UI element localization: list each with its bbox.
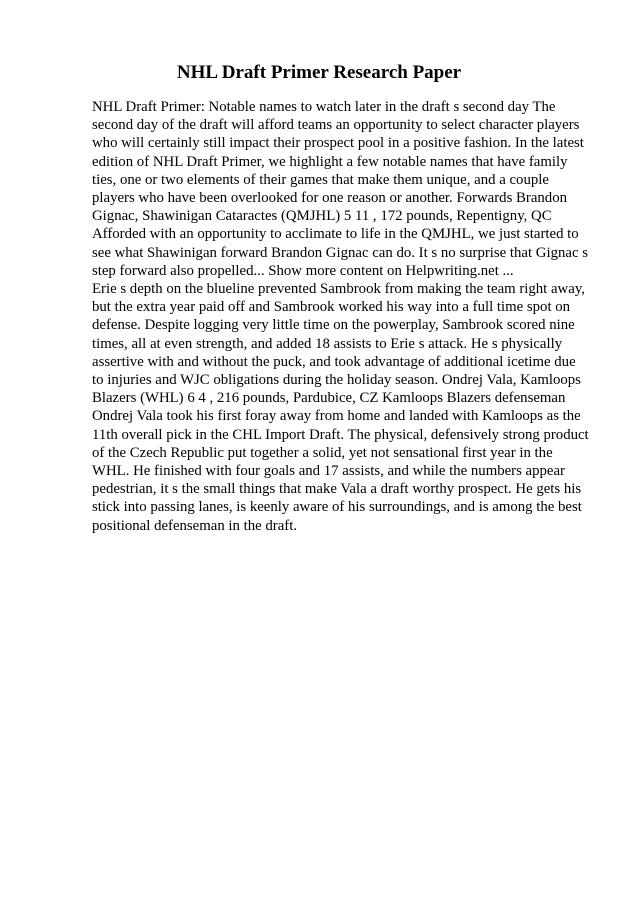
body-line: step forward also propelled... Show more content on Helpwriting.net ... (92, 262, 514, 279)
body-line: Afforded with an opportunity to acclimate to life in the QMJHL, we just started to (92, 226, 579, 243)
body-line: who will certainly still impact their prospect pool in a positive fashion. In the latest (92, 135, 584, 152)
body-line: WHL. He finished with four goals and 17 assists, and while the numbers appear (92, 463, 565, 480)
body-line: stick into passing lanes, is keenly aware of his surroundings, and is among the best (92, 499, 582, 516)
body-line: assertive with and without the puck, and took advantage of additional icetime due (92, 353, 576, 370)
body-line: Erie s depth on the blueline prevented Sambrook from making the team right away, (92, 281, 585, 298)
body-line: to injuries and WJC obligations during the holiday season. Ondrej Vala, Kamloops (92, 372, 581, 389)
body-line: Gignac, Shawinigan Cataractes (QMJHL) 5 11 , 172 pounds, Repentigny, QC (92, 208, 552, 225)
body-line: defense. Despite logging very little time on the powerplay, Sambrook scored nine (92, 317, 575, 334)
body-line: pedestrian, it s the small things that make Vala a draft worthy prospect. He gets his (92, 481, 582, 498)
document-body (92, 98, 612, 535)
document-title: NHL Draft Primer Research Paper (176, 62, 462, 83)
body-line: players who have been overlooked for one reason or another. Forwards Brandon (92, 190, 567, 207)
body-line: NHL Draft Primer: Notable names to watch later in the draft s second day The (92, 99, 556, 115)
body-line: positional defenseman in the draft. (92, 517, 298, 534)
body-line: Ondrej Vala took his first foray away from home and landed with Kamloops as the (92, 408, 581, 425)
body-line: second day of the draft will afford teams an opportunity to select character players (92, 117, 580, 134)
body-line: ties, one or two elements of their games that make them unique, and a couple (92, 171, 549, 188)
body-line: edition of NHL Draft Primer, we highlight a few notable names that have family (92, 153, 568, 170)
body-line: of the Czech Republic put together a solid, yet not sensational first year in the (92, 444, 553, 461)
body-line: see what Shawinigan forward Brandon Gignac can do. It s no surprise that Gignac s (92, 244, 588, 261)
body-line: but the extra year paid off and Sambrook worked his way into a full time spot on (92, 299, 571, 316)
body-line: 11th overall pick in the CHL Import Draft. The physical, defensively strong product (92, 426, 589, 443)
body-line: Blazers (WHL) 6 4 , 216 pounds, Pardubice, CZ Kamloops Blazers defenseman (92, 390, 566, 407)
body-line: times, all at even strength, and added 18 assists to Erie s attack. He s physically (92, 335, 563, 352)
